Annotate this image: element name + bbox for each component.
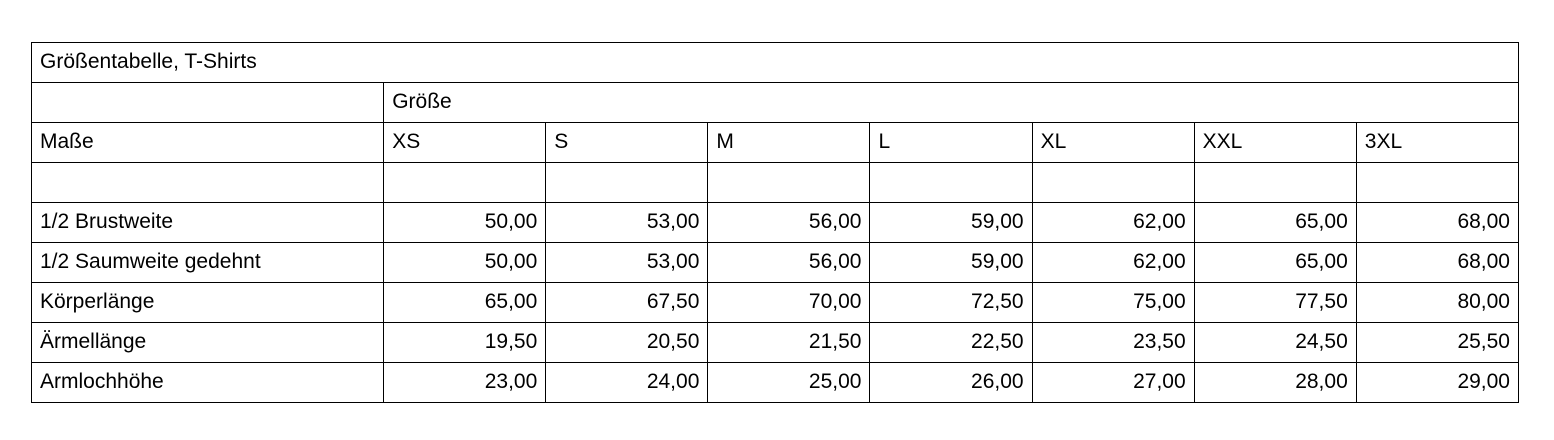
row-value: 24,00 (546, 363, 708, 403)
column-header-xl: XL (1032, 123, 1194, 163)
table-title: Größentabelle, T-Shirts (32, 43, 1519, 83)
row-value: 50,00 (384, 203, 546, 243)
row-value: 22,50 (870, 323, 1032, 363)
spacer-cell-1 (384, 163, 546, 203)
group-header-blank-cell (32, 83, 384, 123)
row-value: 19,50 (384, 323, 546, 363)
row-value: 23,50 (1032, 323, 1194, 363)
table-row (32, 323, 1519, 363)
row-label: Ärmellänge (32, 323, 384, 363)
row-value: 62,00 (1032, 243, 1194, 283)
column-header-xxl: XXL (1194, 123, 1356, 163)
row-value: 23,00 (384, 363, 546, 403)
row-label: 1/2 Brustweite (32, 203, 384, 243)
group-header-cell: Größe (384, 83, 1519, 123)
spacer-cell-2 (546, 163, 708, 203)
row-value: 20,50 (546, 323, 708, 363)
row-value: 80,00 (1356, 283, 1518, 323)
row-value: 27,00 (1032, 363, 1194, 403)
row-label: Körperlänge (32, 283, 384, 323)
row-value: 29,00 (1356, 363, 1518, 403)
table-row (32, 243, 1519, 283)
column-header-xs: XS (384, 123, 546, 163)
row-value: 25,50 (1356, 323, 1518, 363)
row-value: 77,50 (1194, 283, 1356, 323)
spacer-cell-5 (1032, 163, 1194, 203)
spacer-cell-6 (1194, 163, 1356, 203)
row-value: 59,00 (870, 203, 1032, 243)
column-header-measures: Maße (32, 123, 384, 163)
row-value: 68,00 (1356, 203, 1518, 243)
spacer-cell-3 (708, 163, 870, 203)
row-value: 26,00 (870, 363, 1032, 403)
row-value: 24,50 (1194, 323, 1356, 363)
row-value: 70,00 (708, 283, 870, 323)
row-value: 53,00 (546, 203, 708, 243)
row-value: 67,50 (546, 283, 708, 323)
row-value: 56,00 (708, 203, 870, 243)
table-row (32, 203, 1519, 243)
row-value: 65,00 (384, 283, 546, 323)
row-value: 62,00 (1032, 203, 1194, 243)
row-label: Armlochhöhe (32, 363, 384, 403)
spacer-cell-0 (32, 163, 384, 203)
row-value: 65,00 (1194, 203, 1356, 243)
row-value: 53,00 (546, 243, 708, 283)
spacer-cell-4 (870, 163, 1032, 203)
row-value: 68,00 (1356, 243, 1518, 283)
column-header-3xl: 3XL (1356, 123, 1518, 163)
row-label: 1/2 Saumweite gedehnt (32, 243, 384, 283)
table-row-title (32, 43, 1519, 83)
column-header-l: L (870, 123, 1032, 163)
table-row (32, 363, 1519, 403)
row-value: 65,00 (1194, 243, 1356, 283)
table-row-group-header (32, 83, 1519, 123)
row-value: 25,00 (708, 363, 870, 403)
table-row-spacer (32, 163, 1519, 203)
row-value: 59,00 (870, 243, 1032, 283)
column-header-s: S (546, 123, 708, 163)
column-header-m: M (708, 123, 870, 163)
table-row (32, 283, 1519, 323)
row-value: 72,50 (870, 283, 1032, 323)
row-value: 56,00 (708, 243, 870, 283)
row-value: 50,00 (384, 243, 546, 283)
size-table-container (31, 42, 1519, 403)
row-value: 21,50 (708, 323, 870, 363)
spacer-cell-7 (1356, 163, 1518, 203)
row-value: 75,00 (1032, 283, 1194, 323)
table-row-column-headers (32, 123, 1519, 163)
row-value: 28,00 (1194, 363, 1356, 403)
size-chart-table (31, 42, 1519, 403)
